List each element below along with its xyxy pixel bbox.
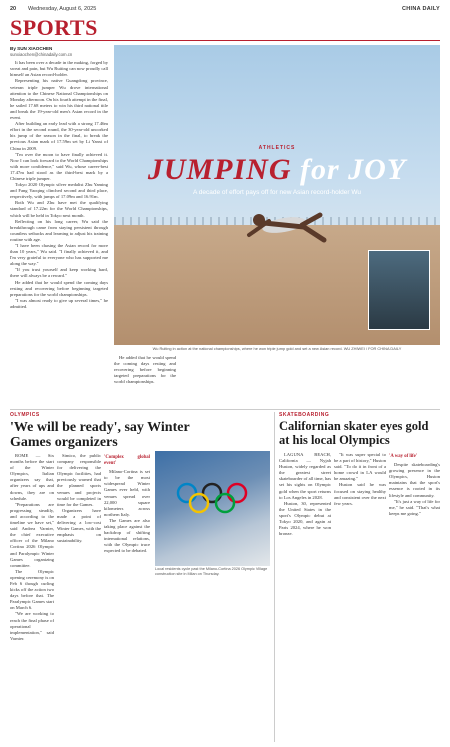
- feature-paragraph: After building an early lead with a strong 17.46m effort in the second round, the 30-year-old uncorked his jump of the season in the final, to break the previous Asian mark of 17.59m set by Li Yanxi of China in 2009.: [10, 121, 108, 151]
- feature-paragraph: "If you trust yourself and keep working hard, there will always be a reward.": [10, 267, 108, 279]
- jumper-figure: [224, 185, 344, 255]
- publication-logo: CHINA DAILY: [401, 6, 440, 12]
- olympics-subhead: 'Complex global event': [104, 455, 150, 467]
- celebration-inset-photo: [368, 250, 430, 330]
- section-rule: [10, 40, 440, 41]
- olympics-kicker: OLYMPICS: [10, 412, 40, 418]
- divider: [274, 412, 275, 742]
- olympics-col-3: [104, 453, 150, 741]
- skate-paragraph: Huston said he was focused on staying healthy and consistent over the next few years.: [334, 482, 386, 506]
- skate-col-2: [334, 452, 386, 741]
- skate-col-3: [389, 452, 440, 741]
- page-header: [10, 6, 440, 15]
- feature-paragraph: "I have been chasing the Asian record for more than 10 years," Wu said. "I finally achieved it, and I'm very grateful to everyone who has supported me along the way.": [10, 243, 108, 267]
- byline: By SUN XIAOCHEN: [10, 46, 53, 51]
- hero-caption: Wu Ruiting in action at the national championships, where he won triple jump gold and set a new Asian record. WU ZHIWEI / FOR CHINA DAILY: [152, 346, 402, 351]
- olympic-rings: [175, 481, 250, 521]
- feature-paragraph: "I was almost ready to give up several times," he admitted.: [10, 297, 108, 309]
- olympics-col-2: [57, 453, 101, 741]
- hero-subtitle: A decade of effort pays off for new Asian record-holder Wu: [192, 189, 362, 196]
- skate-paragraph: "It's just a way of life for me," he said. "That's what keeps me going.": [389, 498, 440, 516]
- olympics-paragraph: "We are working to reach the final phase of operational implementation," said Varnier.: [10, 611, 54, 641]
- olympics-headline: 'We will be ready', say Winter Games organizers: [10, 420, 190, 450]
- olympics-paragraph: "Preparations are progressing steadily, and according to the timeline we have set," said Andrea Varnier, the chief executive officer of the Milano Cortina 2026 Olympic and Paralympic Winter Games organizing committee.: [10, 501, 54, 568]
- olympics-paragraph: Organizers have made a point of delivering a low-cost Winter Games, with the emphasis on sustainability.: [57, 507, 101, 544]
- section-title: SPORTS: [10, 15, 98, 40]
- feature-paragraph: He added that he would spend the coming days resting and recovering before beginning targeted preparations for the world championships.: [10, 279, 108, 297]
- olympics-paragraph: The Olympic opening ceremony is on Feb 6 though curling kicks off the action two days before that. The Paralympic Games start on March 6.: [10, 568, 54, 611]
- feature-paragraph: Tokyo 2020 Olympic silver medalist Zhu Yaming and Fang Yaoqing clinched second and third place, respectively, with jumps of 17.09m and 16.91m.: [10, 182, 108, 200]
- skate-paragraph: Huston, 30, represented the United States in the sport's Olympic debut at Tokyo 2020, and again at Paris 2024, where he won bronze.: [279, 500, 331, 537]
- hero-title-main: JUMPING: [147, 153, 292, 186]
- olympics-paragraph: The Games are also taking place against the backdrop of shifting international relations, with the Olympic truce expected to be debated.: [104, 517, 150, 554]
- hero-photo: [114, 45, 440, 345]
- skate-paragraph: "It was super special to be a part of history," Huston said. "To do it in front of a home crowd in LA would be amazing.": [334, 452, 386, 482]
- skate-paragraph: Despite skateboarding's growing presence in the Olympics, Huston maintains that the sport's essence is rooted in its lifestyle and community.: [389, 462, 440, 498]
- olympics-paragraph: Milano-Cortina is set to be the most widespread Winter Games ever held, with venues spread over 22,000 square kilometers across northern Italy.: [104, 469, 150, 517]
- olympics-paragraph: ROME — Six months before the start of the Winter Olympics, Italian organizers say that, after years of ups and downs, they are on schedule.: [10, 453, 54, 501]
- page-number: 20: [10, 6, 17, 12]
- hero-title-rest: for JOY: [300, 153, 407, 186]
- skate-col-1: [279, 452, 331, 741]
- feature-column: [10, 46, 108, 341]
- skate-paragraph: LAGUNA BEACH, California — Nyjah Huston, widely regarded as the greatest street skateboarder of all time, has set his sights on Olympic gold when the sport returns to Los Angeles in 2028.: [279, 452, 331, 500]
- feature-paragraph: Both Wu and Zhu have met the qualifying standard of 17.22m for the World Championships, which will be held in Tokyo next month.: [10, 200, 108, 218]
- skate-subhead: 'A way of life': [389, 454, 418, 459]
- feature-paragraph: Reflecting on his long career, Wu said the breakthrough came from staying persistent through countless setbacks and learning to adjust his training routine with age.: [10, 218, 108, 242]
- feature-paragraph: Representing his native Guangdong province, veteran triple jumper Wu drove international attention to the Chinese National Championships on Monday afternoon. On his fourth attempt in the final, he sailed 17.68 meters to win his third national title and break the 19-year-old men's Asian record in the event.: [10, 78, 108, 121]
- hero-tag: ATHLETICS: [258, 145, 296, 151]
- feature-paragraph: "I'm over the moon to have finally achieved it. Now I can look forward to the World Championships with more confidence," said Wu, whose career-best 17.47m had stood as the third-best mark by a Chinese triple jumper.: [10, 151, 108, 181]
- byline-email: sunxiaochen@chinadaily.com.cn: [10, 52, 73, 58]
- olympic-village-photo: [155, 451, 270, 566]
- olympics-col-1: [10, 453, 54, 741]
- divider: [10, 409, 440, 410]
- skate-kicker: SKATEBOARDING: [279, 412, 330, 418]
- feature-paragraph: He added that he would spend the coming days resting and recovering before beginning targeted preparations for the world championships.: [114, 355, 176, 385]
- skate-headline: Californian skater eyes gold at his local Olympics: [279, 419, 429, 447]
- hero-title: [114, 153, 440, 187]
- olympic-village-caption: Local residents cycle past the Milano-Cortina 2026 Olympic Village construction site in Milan on Thursday.: [155, 567, 268, 576]
- feature-paragraph: It has been over a decade in the making, forged by sweat and pain, but Wu Ruiting can now proudly call himself an Asian record-holder.: [10, 60, 108, 78]
- issue-date: Wednesday, August 6, 2025: [28, 6, 97, 12]
- olympics-paragraph: Simico, the public company responsible for delivering the Olympic facilities, had previously warned that the planned sports venues and projects would be completed in time for the Games.: [57, 453, 101, 507]
- feature-continuation: [114, 355, 176, 405]
